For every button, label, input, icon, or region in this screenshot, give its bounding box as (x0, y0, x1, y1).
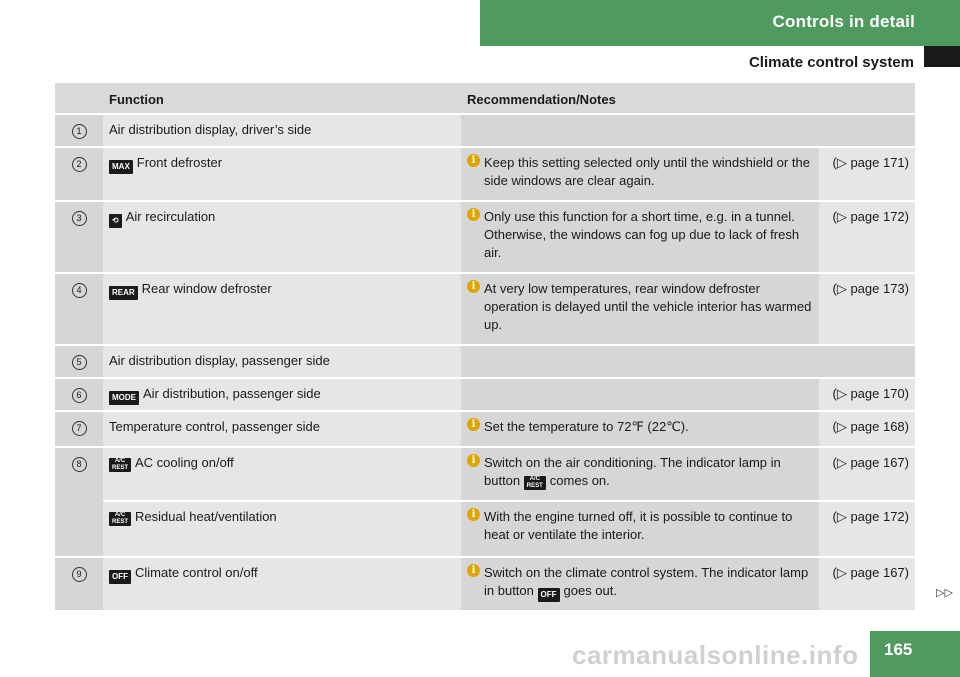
table-row (55, 272, 915, 344)
front-defrost-icon: MAX (109, 160, 133, 174)
item-number: 1 (72, 124, 87, 139)
item-number: 6 (72, 388, 87, 403)
item-number: 5 (72, 355, 87, 370)
note-text: Only use this function for a short time, e.g. in a tunnel. Otherwise, the windows can fog up due to lack of fresh air. (484, 209, 800, 260)
page-reference: (▷ page 167) (819, 558, 915, 610)
table-row (103, 448, 915, 500)
note-text: Switch on the climate control system. The indicator lamp in button OFF goes out. (484, 564, 813, 604)
page-number-box (870, 631, 960, 677)
note-text: With the engine turned off, it is possible to continue to heat or ventilate the interior. (484, 509, 793, 542)
function-text: AC cooling on/off (135, 455, 234, 470)
off-button-icon: OFF (538, 588, 560, 602)
function-text: Residual heat/ventilation (135, 509, 277, 524)
table-row (55, 344, 915, 377)
function-table (55, 83, 915, 610)
header-function: Function (103, 83, 461, 113)
section-title: Climate control system (748, 54, 914, 71)
item-number: 8 (72, 457, 87, 472)
table-row (55, 556, 915, 610)
header-notes: Recommendation/Notes (461, 83, 819, 113)
table-row (55, 113, 915, 146)
page-reference: (▷ page 172) (819, 502, 915, 556)
note-text: Switch on the air conditioning. The indicator lamp in button A/C REST comes on. (484, 455, 781, 489)
function-text: Rear window defroster (141, 281, 272, 296)
table-row (55, 410, 915, 446)
page-number: 165 (884, 640, 913, 659)
ac-button-icon: A/C REST (109, 512, 131, 526)
ac-button-icon: A/C REST (109, 458, 131, 472)
rear-defrost-icon: REAR (109, 286, 138, 300)
off-button-icon: OFF (109, 570, 131, 584)
function-text: Air distribution, passenger side (143, 386, 321, 401)
watermark: carmanualsonline.info (572, 640, 859, 670)
info-icon: i (467, 280, 480, 293)
table-header-row (55, 83, 915, 113)
page-reference: (▷ page 171) (819, 148, 915, 200)
table-row (55, 200, 915, 272)
air-recirculation-icon: ⟲ (109, 214, 122, 228)
info-icon: i (467, 208, 480, 221)
header-num-cell (55, 83, 103, 113)
function-text: Air distribution display, passenger side (103, 346, 461, 377)
function-text: Air recirculation (125, 209, 216, 224)
function-text: Air distribution display, driver’s side (103, 115, 461, 146)
table-row (103, 500, 915, 556)
table-row (55, 146, 915, 200)
function-text: Temperature control, passenger side (103, 412, 461, 446)
chapter-title: Controls in detail (772, 12, 915, 31)
item-number: 3 (72, 211, 87, 226)
function-text: Front defroster (136, 155, 223, 170)
page-reference: (▷ page 168) (819, 412, 915, 446)
page-reference: (▷ page 172) (819, 202, 915, 272)
ac-button-icon: A/C REST (524, 476, 546, 490)
item-number: 7 (72, 421, 87, 436)
info-icon: i (467, 508, 480, 521)
info-icon: i (467, 418, 480, 431)
item-number: 4 (72, 283, 87, 298)
function-text: Climate control on/off (135, 565, 258, 580)
table-row-group (55, 446, 915, 556)
mode-button-icon: MODE (109, 391, 139, 405)
note-text: At very low temperatures, rear window defroster operation is delayed until the vehicle interior has warmed up. (484, 281, 812, 332)
page-reference: (▷ page 167) (819, 448, 915, 500)
info-icon: i (467, 154, 480, 167)
note-text: Set the temperature to 72℉ (22℃). (484, 419, 689, 434)
chapter-tab-marker (924, 46, 960, 67)
item-number: 9 (72, 567, 87, 582)
header-ref-cell (819, 83, 915, 113)
info-icon: i (467, 564, 480, 577)
table-row (55, 377, 915, 410)
note-text: Keep this setting selected only until the windshield or the side windows are clear again. (484, 155, 810, 188)
info-icon: i (467, 454, 480, 467)
chapter-header (480, 0, 960, 46)
next-page-arrows-icon: ▷▷ (936, 587, 953, 599)
page-reference: (▷ page 173) (819, 274, 915, 344)
page-reference: (▷ page 170) (819, 379, 915, 410)
item-number: 2 (72, 157, 87, 172)
